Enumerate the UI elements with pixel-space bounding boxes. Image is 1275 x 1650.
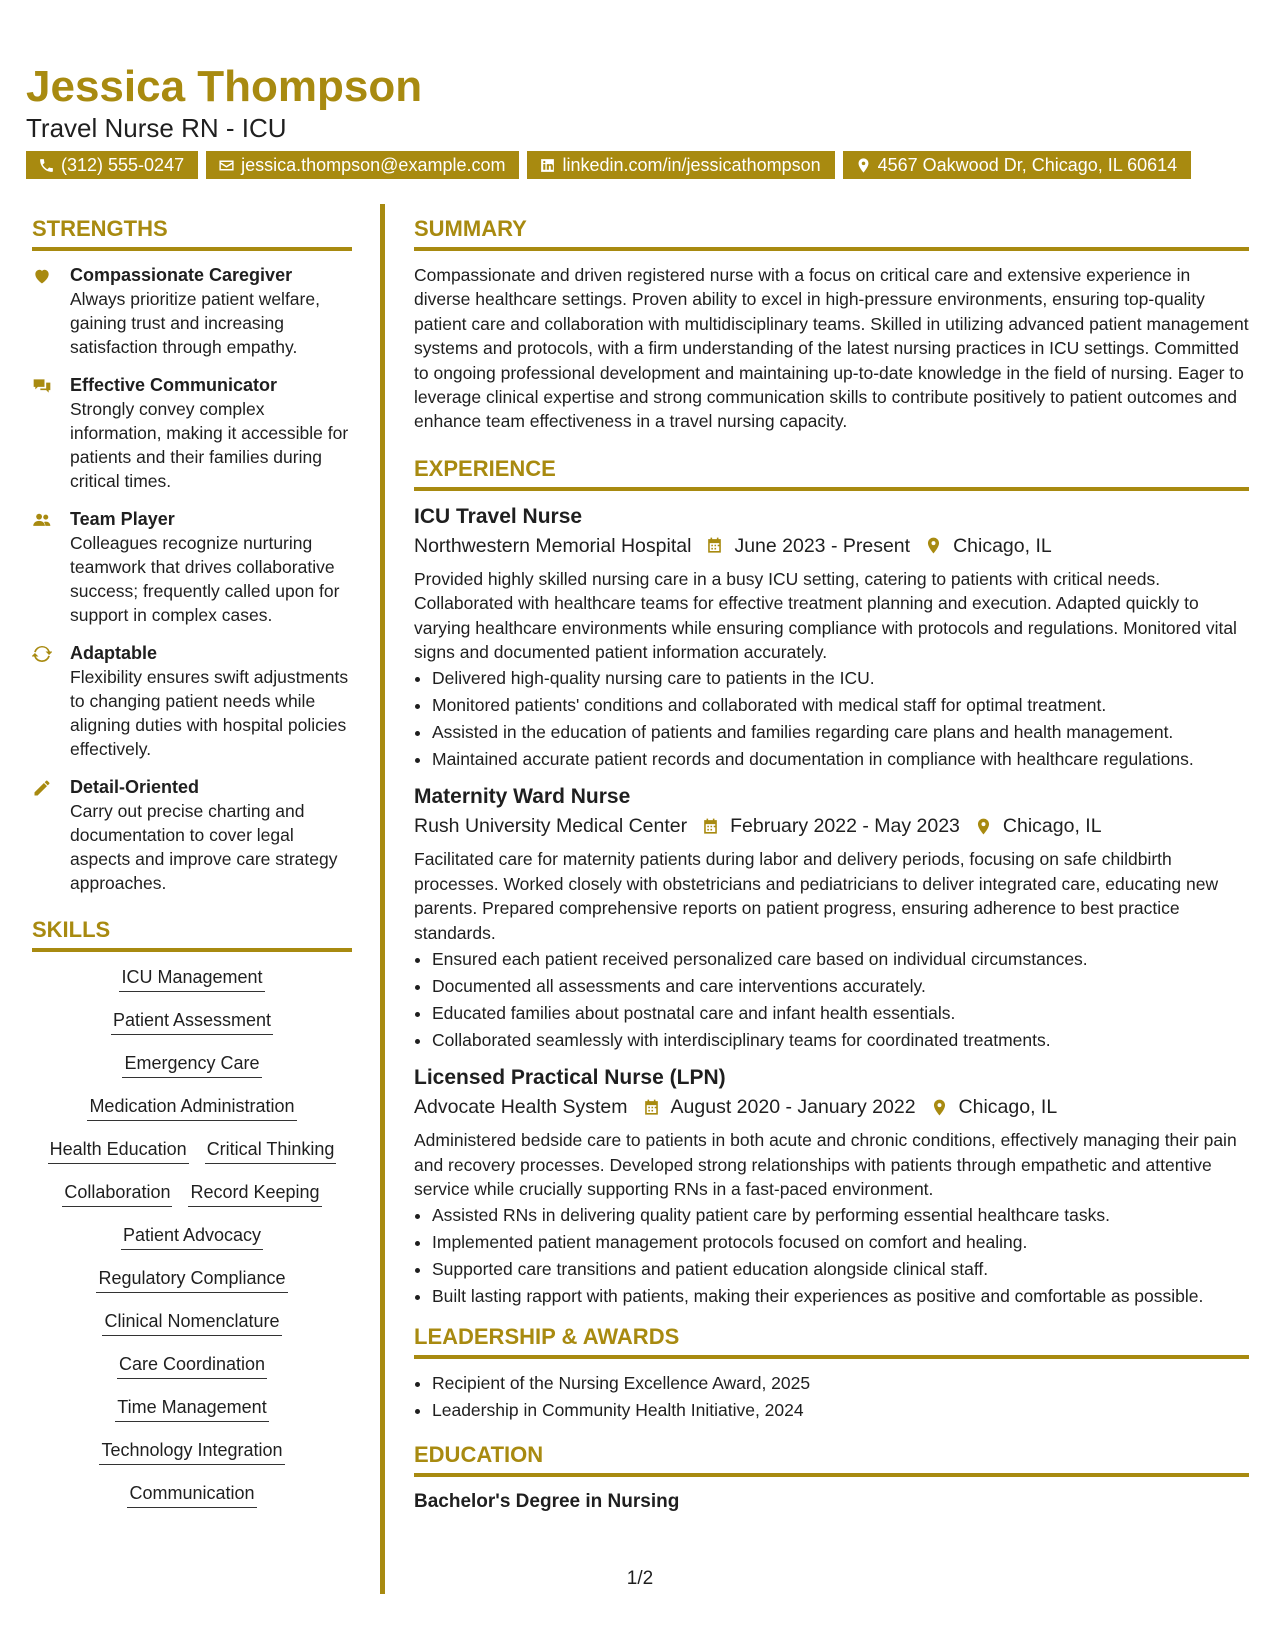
job-position: ICU Travel Nurse bbox=[414, 504, 583, 528]
pencil-icon bbox=[32, 778, 52, 798]
contact-address[interactable] bbox=[843, 151, 1192, 179]
skill-tag: Medication Administration bbox=[87, 1095, 296, 1121]
strength-item bbox=[32, 641, 352, 761]
job-location: Chicago, IL bbox=[958, 1096, 1058, 1119]
experience-entry bbox=[414, 783, 1249, 1052]
page-number: 1/2 bbox=[626, 1568, 654, 1589]
strength-description: Colleagues recognize nurturing teamwork that drives collaborative success; frequently called upon for support in complex cases. bbox=[70, 533, 340, 625]
skill-tag: Care Coordination bbox=[117, 1353, 267, 1379]
contact-address-text: 4567 Oakwood Dr, Chicago, IL 60614 bbox=[877, 155, 1178, 175]
education-heading: EDUCATION bbox=[414, 1440, 1249, 1477]
candidate-name: Jessica Thompson bbox=[26, 62, 423, 111]
strength-item bbox=[32, 373, 352, 493]
strength-item bbox=[32, 263, 352, 359]
list-item: • Assisted in the education of patients and families regarding care plans and health management. bbox=[432, 720, 1249, 744]
chat-bubbles-icon bbox=[32, 376, 52, 396]
skill-tag: Time Management bbox=[115, 1396, 268, 1422]
job-bullets bbox=[414, 947, 1249, 1052]
strength-description: Always prioritize patient welfare, gaining trust and increasing satisfaction through empathy. bbox=[70, 289, 320, 357]
experience-entry bbox=[414, 503, 1249, 772]
education-degree: Bachelor's Degree in Nursing bbox=[414, 1491, 680, 1513]
skill-tag: Communication bbox=[127, 1482, 256, 1508]
strength-item bbox=[32, 775, 352, 895]
contact-linkedin[interactable] bbox=[527, 151, 834, 179]
job-description: Administered bedside care to patients in both acute and chronic conditions, effectively managing their pain and recovery processes. Developed strong relationships with patients through empathetic and attentive service while crucially supporting RNs in a fast-paced environment. bbox=[414, 1130, 1237, 1199]
phone-icon bbox=[38, 157, 55, 174]
location-pin-icon bbox=[974, 817, 993, 836]
strength-title: Effective Communicator bbox=[70, 375, 278, 395]
users-icon bbox=[32, 510, 52, 530]
list-item: • Educated families about postnatal care and infant health essentials. bbox=[432, 1001, 1249, 1025]
skill-tag: Patient Assessment bbox=[111, 1009, 273, 1035]
summary-heading: SUMMARY bbox=[414, 214, 1249, 251]
job-dates: August 2020 - January 2022 bbox=[670, 1096, 916, 1119]
contact-phone[interactable] bbox=[26, 151, 198, 179]
awards-list bbox=[414, 1371, 1249, 1422]
job-dates: June 2023 - Present bbox=[734, 534, 911, 557]
skill-tag: Regulatory Compliance bbox=[96, 1267, 287, 1293]
job-employer: Rush University Medical Center bbox=[414, 815, 688, 838]
job-bullets bbox=[414, 666, 1249, 771]
list-item: • Recipient of the Nursing Excellence Award, 2025 bbox=[432, 1371, 1249, 1395]
strength-title: Team Player bbox=[70, 509, 175, 529]
location-pin-icon bbox=[855, 157, 872, 174]
list-item: • Supported care transitions and patient education alongside clinical staff. bbox=[432, 1257, 1249, 1281]
skill-tag: Clinical Nomenclature bbox=[102, 1310, 281, 1336]
strength-title: Compassionate Caregiver bbox=[70, 265, 293, 285]
job-dates: February 2022 - May 2023 bbox=[730, 815, 960, 838]
job-employer: Northwestern Memorial Hospital bbox=[414, 534, 692, 557]
contact-bar bbox=[26, 151, 1191, 179]
job-meta bbox=[414, 531, 1249, 561]
experience-heading: EXPERIENCE bbox=[414, 454, 1249, 491]
list-item: • Built lasting rapport with patients, making their experiences as positive and comfortable as possible. bbox=[432, 1284, 1249, 1308]
strength-description: Carry out precise charting and documentation to cover legal aspects and improve care strategy approaches. bbox=[70, 801, 338, 893]
resume-header bbox=[26, 62, 1256, 144]
job-location: Chicago, IL bbox=[953, 534, 1052, 557]
job-employer: Advocate Health System bbox=[414, 1096, 628, 1119]
job-title: Travel Nurse RN - ICU bbox=[26, 113, 287, 143]
job-position: Maternity Ward Nurse bbox=[414, 785, 631, 809]
skill-tag: Technology Integration bbox=[99, 1439, 284, 1465]
job-meta bbox=[414, 1092, 1249, 1122]
linkedin-icon bbox=[539, 157, 556, 174]
job-position: Licensed Practical Nurse (LPN) bbox=[414, 1066, 726, 1090]
skill-tag: Health Education bbox=[48, 1138, 189, 1164]
skill-tag: Collaboration bbox=[62, 1181, 172, 1207]
heart-icon bbox=[32, 266, 52, 286]
job-bullets bbox=[414, 1203, 1249, 1308]
list-item: • Maintained accurate patient records and documentation in compliance with healthcare regulations. bbox=[432, 747, 1249, 771]
list-item: • Delivered high-quality nursing care to patients in the ICU. bbox=[432, 666, 1249, 690]
sync-arrows-icon bbox=[32, 644, 52, 664]
location-pin-icon bbox=[930, 1098, 949, 1117]
list-item: • Ensured each patient received personalized care based on individual circumstances. bbox=[432, 947, 1249, 971]
skills-heading: SKILLS bbox=[32, 915, 352, 952]
strength-item bbox=[32, 507, 352, 627]
skill-tag: Patient Advocacy bbox=[121, 1224, 263, 1250]
location-pin-icon bbox=[924, 536, 943, 555]
skill-tag: ICU Management bbox=[119, 966, 264, 992]
skill-tag: Emergency Care bbox=[122, 1052, 261, 1078]
skill-tag: Critical Thinking bbox=[205, 1138, 337, 1164]
strengths-heading: STRENGTHS bbox=[32, 214, 352, 251]
list-item: • Documented all assessments and care interventions accurately. bbox=[432, 974, 1249, 998]
calendar-icon bbox=[701, 817, 720, 836]
list-item: • Leadership in Community Health Initiative, 2024 bbox=[432, 1398, 1249, 1422]
awards-heading: LEADERSHIP & AWARDS bbox=[414, 1322, 1249, 1359]
left-column bbox=[32, 214, 352, 1508]
job-description: Facilitated care for maternity patients during labor and delivery periods, focusing on safe childbirth processes. Worked closely with obstetricians and pediatricians to deliver integrated care, educating new parents. Prepared comprehensive reports on patient progress, ensuring adherence to best practice standards. bbox=[414, 849, 1219, 943]
job-description: Provided highly skilled nursing care in a busy ICU setting, catering to patients with critical needs. Collaborated with healthcare teams for effective treatment planning and execution. Adapted quickly to varying healthcare environments while ensuring compliance with protocols and regulations. Monitored vital signs and documented patient information accurately. bbox=[414, 568, 1237, 663]
experience-entry bbox=[414, 1064, 1249, 1308]
contact-phone-text: (312) 555-0247 bbox=[61, 155, 185, 175]
skills-list bbox=[32, 966, 352, 1508]
strength-description: Flexibility ensures swift adjustments to changing patient needs while aligning duties with hospital policies effectively. bbox=[70, 667, 349, 759]
job-meta bbox=[414, 811, 1249, 841]
skill-tag: Record Keeping bbox=[188, 1181, 321, 1207]
list-item: • Collaborated seamlessly with interdisciplinary teams for coordinated treatments. bbox=[432, 1028, 1249, 1052]
calendar-icon bbox=[642, 1098, 661, 1117]
job-location: Chicago, IL bbox=[1002, 815, 1102, 838]
contact-linkedin-text: linkedin.com/in/jessicathompson bbox=[562, 155, 821, 175]
strength-title: Adaptable bbox=[70, 643, 158, 663]
contact-email[interactable] bbox=[206, 151, 519, 179]
summary-text: Compassionate and driven registered nurse with a focus on critical care and extensive experience in diverse healthcare settings. Proven ability to excel in high-pressure environments, ensuring top-quality patient care and collaboration with multidisciplinary teams. Skilled in utilizing advanced patient management systems and protocols, with a firm understanding of the latest nursing practices in ICU settings. Committed to ongoing professional development and maintaining up-to-date knowledge in the field of nursing. Eager to leverage clinical expertise and strong communication skills to contribute positively to patient outcomes and enhance team effectiveness in a travel nursing capacity. bbox=[414, 265, 1249, 432]
right-column bbox=[414, 214, 1249, 1515]
list-item: • Implemented patient management protocols focused on comfort and healing. bbox=[432, 1230, 1249, 1254]
list-item: • Monitored patients' conditions and collaborated with medical staff for optimal treatment. bbox=[432, 693, 1249, 717]
strength-description: Strongly convey complex information, making it accessible for patients and their families during critical times. bbox=[70, 399, 349, 491]
contact-email-text: jessica.thompson@example.com bbox=[241, 155, 506, 175]
list-item: • Assisted RNs in delivering quality patient care by performing essential healthcare tasks. bbox=[432, 1203, 1249, 1227]
strength-title: Detail-Oriented bbox=[70, 777, 200, 797]
column-divider bbox=[380, 204, 385, 1594]
envelope-icon bbox=[218, 157, 235, 174]
calendar-icon bbox=[705, 536, 724, 555]
